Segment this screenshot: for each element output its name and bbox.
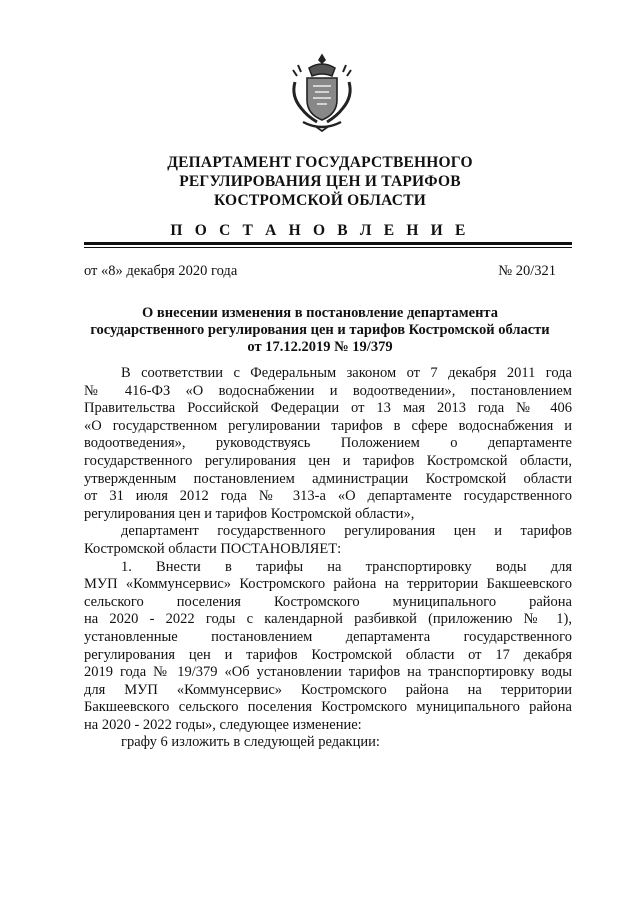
text-line: № 416-ФЗ «О водоснабжении и водоотведении», постановлением — [84, 382, 572, 399]
coat-of-arms-icon — [289, 52, 355, 132]
text-line: 1. Внести в тарифы на транспортировку воды для — [121, 558, 572, 575]
header-divider-thick — [84, 242, 572, 245]
document-type-heading: П О С Т А Н О В Л Е Н И Е — [170, 222, 470, 239]
text-line: регулирования цен и тарифов Костромской области», — [84, 505, 415, 522]
text-line: утвержденным постановлением администрации Костромской области — [84, 470, 572, 487]
department-line: РЕГУЛИРОВАНИЯ ЦЕН И ТАРИФОВ — [179, 173, 461, 190]
document-date: от «8» декабря 2020 года — [84, 263, 238, 279]
text-line: для МУП «Коммунсервис» Костромского района на территории — [84, 681, 572, 698]
text-line: МУП «Коммунсервис» Костромского района на территории Бакшеевского — [84, 576, 572, 593]
text-line: установленные постановлением департамента государственного — [84, 628, 572, 645]
title-line: от 17.12.2019 № 19/379 — [247, 339, 393, 355]
text-line: Правительства Российской Федерации от 13 мая 2013 года № 406 — [84, 400, 572, 417]
paragraph-legal-basis — [84, 365, 572, 523]
header-divider-thin — [84, 247, 572, 248]
paragraph-resolution — [84, 523, 572, 558]
text-line: государственного регулирования цен и тарифов Костромской области, — [84, 452, 572, 469]
title-line: государственного регулирования цен и тарифов Костромской области — [90, 322, 550, 338]
text-line: водоотведения», руководствуясь Положением о департаменте — [84, 435, 572, 452]
text-line: графу 6 изложить в следующей редакции: — [121, 734, 380, 751]
paragraph-instruction — [84, 734, 572, 752]
department-line: ДЕПАРТАМЕНТ ГОСУДАРСТВЕННОГО — [167, 154, 473, 171]
text-line: «О государственном регулировании тарифов в сфере водоснабжения и — [84, 417, 572, 434]
text-line: на 2020 - 2022 годы с календарной разбивкой (приложению № 1), — [84, 611, 572, 628]
title-line: О внесении изменения в постановление департамента — [142, 305, 498, 321]
document-title — [0, 305, 640, 356]
text-line: департамент государственного регулирования цен и тарифов — [121, 523, 572, 540]
text-line: Бакшеевского сельского поселения Костромского муниципального района — [84, 699, 572, 716]
document-body — [84, 365, 572, 752]
department-name — [0, 153, 640, 210]
text-line: на 2020 - 2022 годы», следующее изменение: — [84, 716, 362, 733]
text-line: регулирования цен и тарифов Костромской области от 17 декабря — [84, 646, 572, 663]
document-number: № 20/321 — [498, 263, 556, 279]
paragraph-clause-1 — [84, 559, 572, 735]
text-line: Костромской области ПОСТАНОВЛЯЕТ: — [84, 540, 342, 557]
department-line: КОСТРОМСКОЙ ОБЛАСТИ — [213, 192, 426, 209]
text-line: сельского поселения Костромского муниципального района — [84, 593, 572, 610]
text-line: 2019 года № 19/379 «Об установлении тарифов на транспортировку воды — [84, 664, 572, 681]
text-line: В соответствии с Федеральным законом от 7 декабря 2011 года — [121, 365, 572, 381]
text-line: от 31 июля 2012 года № 313-а «О департаменте государственного — [84, 488, 572, 505]
